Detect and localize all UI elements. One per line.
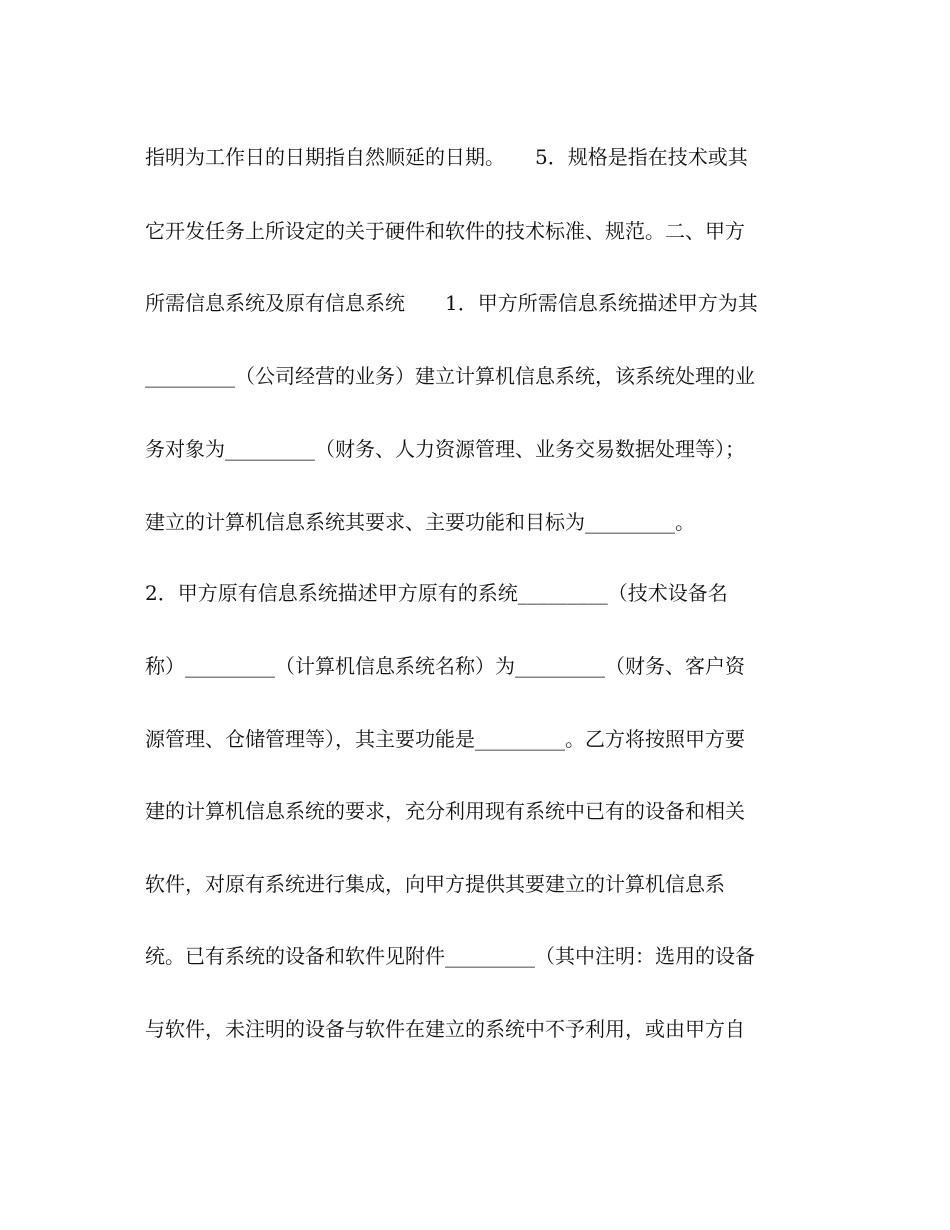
text-line-2: 它开发任务上所设定的关于硬件和软件的技术标准、规范。二、甲方 — [145, 219, 745, 243]
text-line-11: 软件，对原有系统进行集成，向甲方提供其要建立的计算机信息系 — [145, 872, 725, 896]
text-line-5: 务对象为_________（财务、人力资源管理、业务交易数据处理等）； — [145, 437, 745, 461]
text-line-10: 建的计算机信息系统的要求，充分利用现有系统中已有的设备和相关 — [145, 799, 745, 823]
text-line-8: 称）_________（计算机信息系统名称）为_________（财务、客户资 — [145, 654, 745, 678]
text-line-4: _________（公司经营的业务）建立计算机信息系统，该系统处理的业 — [145, 364, 755, 388]
text-line-12: 统。已有系统的设备和软件见附件_________（其中注明：选用的设备 — [145, 944, 755, 968]
text-line-7: 2．甲方原有信息系统描述甲方原有的系统_________（技术设备名 — [145, 581, 728, 605]
text-line-6: 建立的计算机信息系统其要求、主要功能和目标为_________。 — [145, 510, 695, 534]
text-line-13: 与软件，未注明的设备与软件在建立的系统中不予利用，或由甲方自 — [145, 1017, 745, 1041]
text-line-9: 源管理、仓储管理等），其主要功能是_________。乙方将按照甲方要 — [145, 727, 745, 751]
text-line-1: 指明为工作日的日期指自然顺延的日期。 5．规格是指在技术或其 — [145, 145, 748, 169]
text-line-3: 所需信息系统及原有信息系统 1．甲方所需信息系统描述甲方为其 — [145, 291, 758, 315]
